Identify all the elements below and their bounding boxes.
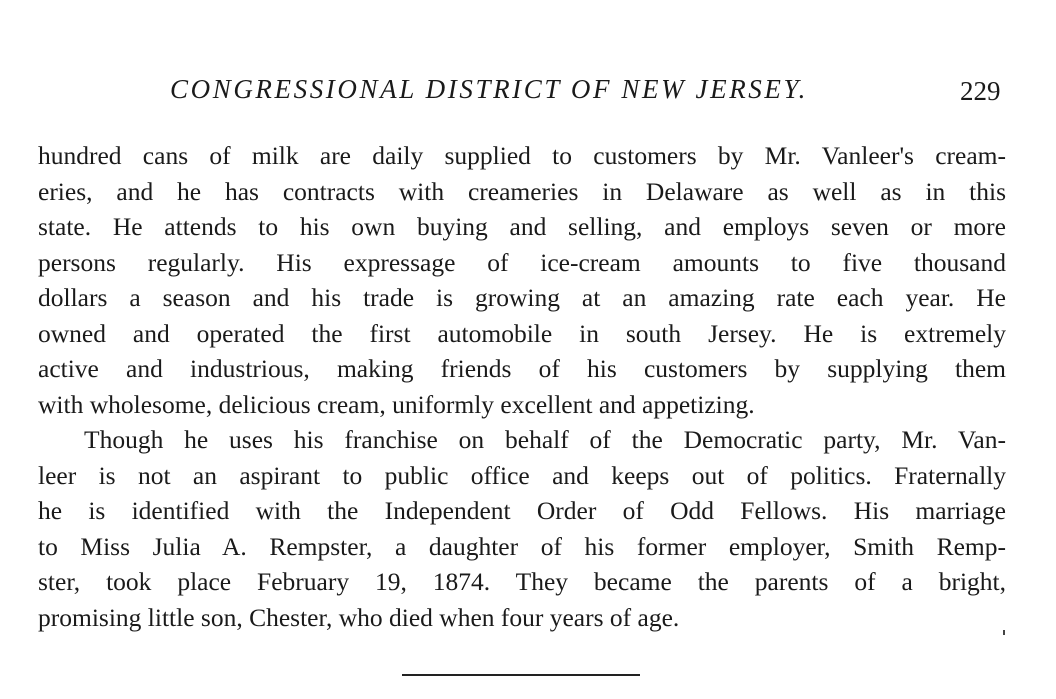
text-line: hundred cans of milk are daily supplied to customers by Mr. Vanleer's cream- — [38, 141, 1006, 170]
footer-rule — [402, 674, 640, 676]
text-line: he is identified with the Independent Order of Odd Fellows. His marriage — [38, 496, 1006, 525]
text-line: Though he uses his franchise on behalf of the Democratic party, Mr. Van- — [84, 425, 1006, 454]
running-title: CONGRESSIONAL DISTRICT OF NEW JERSEY. — [170, 74, 808, 104]
text-line: leer is not an aspirant to public office and keeps out of politics. Fraternally — [38, 460, 1006, 490]
paragraph-2 — [38, 422, 1006, 635]
text-line: ster, took place February 19, 1874. They became the parents of a bright, — [38, 567, 1006, 596]
text-line: with wholesome, delicious cream, uniformly excellent and appetizing. — [38, 389, 755, 419]
text-line: persons regularly. His expressage of ice-cream amounts to five thousand — [38, 247, 1006, 277]
text-line: dollars a season and his trade is growing at an amazing rate each year. He — [38, 283, 1006, 312]
paragraph-1 — [38, 138, 1006, 422]
text-line: owned and operated the first automobile in south Jersey. He is extremely — [38, 318, 1006, 348]
text-line: active and industrious, making friends of his customers by supplying them — [38, 354, 1006, 383]
running-header — [0, 74, 1056, 114]
text-line: eries, and he has contracts with creameries in Delaware as well as in this — [38, 176, 1006, 206]
text-line: promising little son, Chester, who died when four years of age. — [38, 602, 680, 632]
ink-speck — [1003, 630, 1005, 635]
text-line: state. He attends to his own buying and selling, and employs seven or more — [38, 212, 1006, 241]
text-line: to Miss Julia A. Rempster, a daughter of his former employer, Smith Remp- — [38, 531, 1006, 561]
page-number: 229 — [960, 76, 1001, 106]
body-text — [38, 138, 1006, 635]
